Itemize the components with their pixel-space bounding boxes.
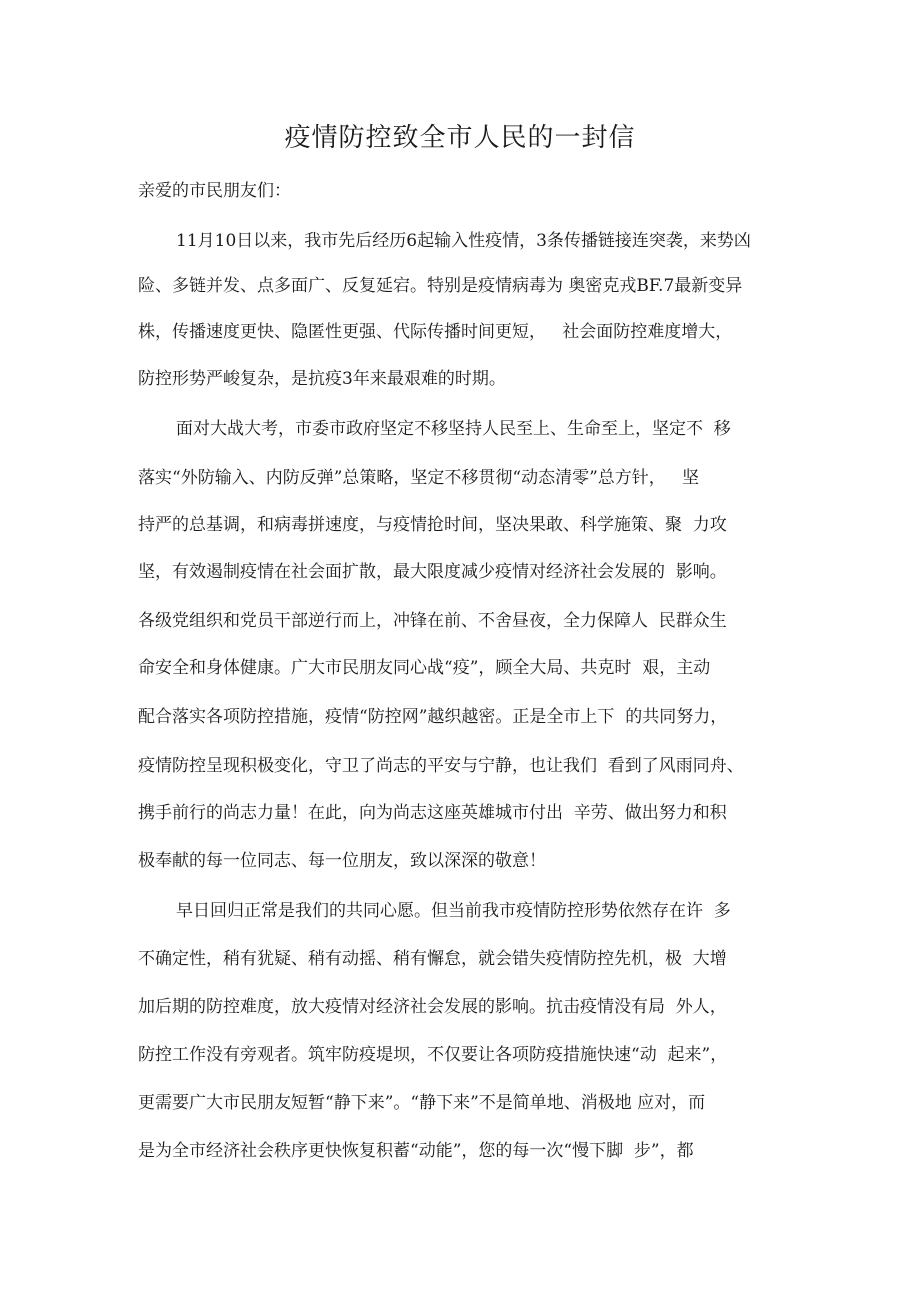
paragraph-line: 落实“外防输入、内防反弹”总策略，坚定不移贯彻“动态清零”总方针， 坚 <box>138 468 699 488</box>
paragraph-line: 各级党组织和党员干部逆行而上，冲锋在前、不舍昼夜，全力保障人 民群众生 <box>138 611 727 631</box>
paragraph-line: 面对大战大考，市委市政府坚定不移坚持人民至上、生命至上，坚定不 移 <box>176 419 731 439</box>
paragraph-line: 防控工作没有旁观者。筑牢防疫堤坝，不仅要让各项防疫措施快速“动 起来”， <box>138 1045 728 1065</box>
paragraph-line: 株，传播速度更快、隐匿性更强、代际传播时间更短， 社会面防控难度增大， <box>138 322 733 342</box>
letter-title: 疫情防控致全市人民的一封信 <box>284 123 636 153</box>
paragraph-line: 极奉献的每一位同志、每一位朋友，致以深深的敬意！ <box>138 851 546 871</box>
paragraph-line: 不确定性，稍有犹疑、稍有动摇、稍有懈怠，就会错失疫情防控先机，极 大增 <box>138 949 727 969</box>
letter-greeting: 亲爱的市民朋友们： <box>138 181 291 201</box>
paragraph-line: 加后期的防控难度，放大疫情对经济社会发展的影响。抗击疫情没有局 外人， <box>138 997 727 1017</box>
paragraph-line: 持严的总基调，和病毒拼速度，与疫情抢时间，坚决果敢、科学施策、聚 力攻 <box>138 515 727 535</box>
paragraph-line: 早日回归正常是我们的共同心愿。但当前我市疫情防控形势依然存在许 多 <box>176 901 731 921</box>
paragraph-line: 是为全市经济社会秩序更快恢复积蓄“动能”，您的每一次“慢下脚 步”，都 <box>138 1141 694 1161</box>
paragraph-line: 更需要广大市民朋友短暂“静下来”。“静下来”不是简单地、消极地 应对，而 <box>138 1093 706 1113</box>
paragraph-line: 配合落实各项防控措施，疫情“防控网”越织越密。正是全市上下 的共同努力， <box>138 707 728 727</box>
paragraph-line: 携手前行的尚志力量！在此，向为尚志这座英雄城市付出 辛劳、做出努力和积 <box>138 803 727 823</box>
paragraph-line: 11月10日以来，我市先后经历6起输入性疫情，3条传播链接连突袭，来势凶 <box>176 231 751 251</box>
paragraph-line: 险、多链并发、点多面广、反复延宕。特别是疫情病毒为 奥密克戎BF.7最新变异 <box>138 276 743 296</box>
paragraph-line: 防控形势严峻复杂，是抗疫3年来最艰难的时期。 <box>138 369 506 389</box>
paragraph-line: 疫情防控呈现积极变化，守卫了尚志的平安与宁静，也让我们 看到了风雨同舟、 <box>138 756 744 776</box>
paragraph-line: 坚，有效遏制疫情在社会面扩散，最大限度减少疫情对经济社会发展的 影响。 <box>138 562 727 582</box>
paragraph-line: 命安全和身体健康。广大市民朋友同心战“疫”，顾全大局、共克时 艰，主动 <box>138 658 711 678</box>
